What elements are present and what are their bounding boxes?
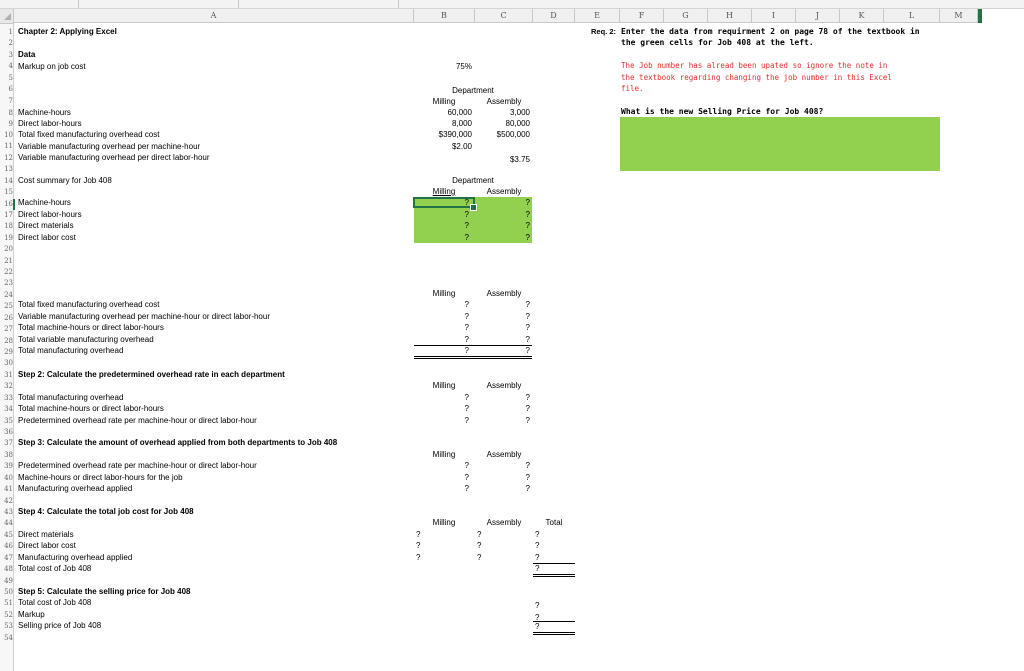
row-header[interactable]: 27 bbox=[4, 325, 13, 333]
column-header-b[interactable]: B bbox=[414, 9, 475, 23]
overhead-assembly-cell[interactable]: ? bbox=[525, 300, 530, 309]
selling-price-question: What is the new Selling Price for Job 408? bbox=[621, 107, 824, 116]
row-header[interactable]: 26 bbox=[4, 314, 13, 322]
column-header-a[interactable]: A bbox=[14, 9, 414, 23]
step2-row-label: Total machine-hours or direct labor-hours bbox=[18, 404, 164, 413]
overhead-milling-cell[interactable]: ? bbox=[464, 312, 469, 321]
step5-row-label: Total cost of Job 408 bbox=[18, 598, 92, 607]
column-resize-marker[interactable] bbox=[978, 9, 982, 23]
overhead-assembly-cell[interactable]: ? bbox=[525, 335, 530, 344]
row-header[interactable]: 11 bbox=[4, 142, 13, 150]
overhead-row-label: Variable manufacturing overhead per machine-hour or direct labor-hour bbox=[18, 312, 270, 321]
total-line bbox=[533, 632, 575, 633]
row-header[interactable]: 3 bbox=[8, 51, 13, 59]
active-row-indicator bbox=[13, 199, 15, 210]
total-double-line bbox=[414, 358, 532, 359]
step4-assembly-cell[interactable]: ? bbox=[477, 541, 482, 550]
summary-assembly-cell[interactable]: ? bbox=[525, 233, 530, 242]
column-header-j[interactable]: J bbox=[796, 9, 840, 23]
department-header: Department bbox=[452, 86, 494, 95]
overhead-milling-cell[interactable]: ? bbox=[464, 300, 469, 309]
overhead-row-label: Total manufacturing overhead bbox=[18, 346, 124, 355]
row-header[interactable]: 39 bbox=[4, 462, 13, 470]
selling-price-answer-cell[interactable] bbox=[620, 117, 940, 171]
data-row-label: Variable manufacturing overhead per direct labor-hour bbox=[18, 153, 210, 162]
step2-assembly-cell[interactable]: ? bbox=[525, 404, 530, 413]
row-header[interactable]: 42 bbox=[4, 497, 13, 505]
overhead-milling-cell[interactable]: ? bbox=[464, 335, 469, 344]
step4-milling-cell[interactable]: ? bbox=[416, 541, 421, 550]
step2-assembly-cell[interactable]: ? bbox=[525, 393, 530, 402]
summary-row-label: Direct materials bbox=[18, 221, 74, 230]
row-header[interactable]: 45 bbox=[4, 531, 13, 539]
row-header[interactable]: 28 bbox=[4, 337, 13, 345]
assembly-header: Assembly bbox=[486, 518, 522, 527]
row-header[interactable]: 31 bbox=[4, 371, 13, 379]
step4-milling-cell[interactable]: ? bbox=[416, 530, 421, 539]
row-header[interactable]: 21 bbox=[4, 257, 13, 265]
step4-title: Step 4: Calculate the total job cost for Job 408 bbox=[18, 507, 194, 516]
step3-milling-cell[interactable]: ? bbox=[464, 484, 469, 493]
row-header[interactable]: 33 bbox=[4, 394, 13, 402]
total-line bbox=[533, 574, 575, 575]
select-all-corner[interactable] bbox=[0, 9, 14, 24]
milling-header: Milling bbox=[432, 450, 456, 459]
step4-row-label: Manufacturing overhead applied bbox=[18, 553, 133, 562]
step2-milling-cell[interactable]: ? bbox=[464, 416, 469, 425]
step4-total-cell[interactable]: ? bbox=[535, 553, 540, 562]
row-header[interactable]: 24 bbox=[4, 291, 13, 299]
step4-milling-cell[interactable]: ? bbox=[416, 553, 421, 562]
row-header[interactable]: 22 bbox=[4, 268, 13, 276]
step4-row-label: Direct labor cost bbox=[18, 541, 76, 550]
step2-assembly-cell[interactable]: ? bbox=[525, 416, 530, 425]
data-row-label: Machine-hours bbox=[18, 108, 71, 117]
total-header: Total bbox=[545, 518, 563, 527]
step2-row-label: Total manufacturing overhead bbox=[18, 393, 124, 402]
column-header-e[interactable]: E bbox=[575, 9, 620, 23]
row-header[interactable]: 16 bbox=[4, 200, 13, 208]
row-header[interactable]: 35 bbox=[4, 417, 13, 425]
row-header[interactable]: 54 bbox=[4, 634, 13, 642]
step4-total-cell[interactable]: ? bbox=[535, 564, 540, 573]
row-header[interactable]: 17 bbox=[4, 211, 13, 219]
data-row-assembly[interactable]: 80,000 bbox=[505, 119, 530, 128]
row-header[interactable]: 52 bbox=[4, 611, 13, 619]
summary-row-label: Direct labor cost bbox=[18, 233, 76, 242]
formula-bar-strip bbox=[0, 0, 1024, 9]
summary-assembly-cell[interactable]: ? bbox=[525, 210, 530, 219]
row-header[interactable]: 29 bbox=[4, 348, 13, 356]
overhead-assembly-cell[interactable]: ? bbox=[525, 346, 530, 355]
chapter-title: Chapter 2: Applying Excel bbox=[18, 27, 117, 36]
summary-milling-cell[interactable]: ? bbox=[464, 233, 469, 242]
step2-row-label: Predetermined overhead rate per machine-hour or direct labor-hour bbox=[18, 416, 257, 425]
summary-assembly-cell[interactable]: ? bbox=[525, 198, 530, 207]
row-header[interactable]: 50 bbox=[4, 588, 13, 596]
step4-row-label: Direct materials bbox=[18, 530, 74, 539]
data-row-label: Direct labor-hours bbox=[18, 119, 82, 128]
step3-title: Step 3: Calculate the amount of overhead applied from both departments to Job 408 bbox=[18, 438, 338, 447]
step5-row-label: Selling price of Job 408 bbox=[18, 621, 102, 630]
step5-title: Step 5: Calculate the selling price for Job 408 bbox=[18, 587, 191, 596]
step2-title: Step 2: Calculate the predetermined overhead rate in each department bbox=[18, 370, 285, 379]
total-line bbox=[414, 356, 532, 357]
row-header[interactable]: 41 bbox=[4, 485, 13, 493]
column-header-c[interactable]: C bbox=[475, 9, 533, 23]
row-header[interactable]: 19 bbox=[4, 234, 13, 242]
row-header[interactable]: 49 bbox=[4, 577, 13, 585]
markup-label: Markup on job cost bbox=[18, 62, 86, 71]
data-row-assembly[interactable]: $3.75 bbox=[509, 155, 530, 164]
summary-row-label: Direct labor-hours bbox=[18, 210, 82, 219]
step5-value-cell[interactable]: ? bbox=[535, 613, 540, 622]
row-header[interactable]: 1 bbox=[8, 28, 13, 36]
summary-milling-cell[interactable]: ? bbox=[464, 221, 469, 230]
row-header[interactable]: 34 bbox=[4, 405, 13, 413]
row-header[interactable]: 43 bbox=[4, 508, 13, 516]
milling-header: Milling bbox=[432, 97, 456, 106]
row-header[interactable]: 15 bbox=[4, 188, 13, 196]
overhead-assembly-cell[interactable]: ? bbox=[525, 323, 530, 332]
row-header[interactable]: 6 bbox=[8, 85, 13, 93]
data-row-assembly[interactable]: $500,000 bbox=[496, 130, 530, 139]
step3-milling-cell[interactable]: ? bbox=[464, 461, 469, 470]
milling-header: Milling bbox=[432, 187, 456, 196]
row-header[interactable]: 4 bbox=[8, 62, 13, 70]
column-header-m[interactable]: M bbox=[940, 9, 978, 23]
milling-header: Milling bbox=[432, 289, 456, 298]
markup-value[interactable]: 75% bbox=[455, 62, 472, 71]
step3-assembly-cell[interactable]: ? bbox=[525, 461, 530, 470]
assembly-header: Assembly bbox=[486, 381, 522, 390]
column-header-i[interactable]: I bbox=[752, 9, 796, 23]
column-header-l[interactable]: L bbox=[884, 9, 940, 23]
column-header-d[interactable]: D bbox=[533, 9, 575, 23]
overhead-row-label: Total fixed manufacturing overhead cost bbox=[18, 300, 160, 309]
row-header[interactable]: 47 bbox=[4, 554, 13, 562]
assembly-header: Assembly bbox=[486, 187, 522, 196]
row-header[interactable]: 5 bbox=[8, 74, 13, 82]
row-header[interactable]: 46 bbox=[4, 542, 13, 550]
step5-row-label: Markup bbox=[18, 610, 45, 619]
row-header[interactable]: 8 bbox=[8, 109, 13, 117]
row-header[interactable]: 48 bbox=[4, 565, 13, 573]
milling-header: Milling bbox=[432, 518, 456, 527]
column-header-k[interactable]: K bbox=[840, 9, 884, 23]
overhead-milling-cell[interactable]: ? bbox=[464, 346, 469, 355]
step4-total-cell[interactable]: ? bbox=[535, 541, 540, 550]
assembly-header: Assembly bbox=[486, 450, 522, 459]
total-double-line bbox=[533, 576, 575, 577]
data-row-milling[interactable]: 60,000 bbox=[447, 108, 472, 117]
row-header[interactable]: 40 bbox=[4, 474, 13, 482]
row-header[interactable]: 9 bbox=[8, 120, 13, 128]
data-heading: Data bbox=[18, 50, 36, 59]
step3-assembly-cell[interactable]: ? bbox=[525, 473, 530, 482]
department-header: Department bbox=[452, 176, 494, 185]
column-header-h[interactable]: H bbox=[708, 9, 752, 23]
step2-milling-cell[interactable]: ? bbox=[464, 404, 469, 413]
summary-assembly-cell[interactable]: ? bbox=[525, 221, 530, 230]
overhead-assembly-cell[interactable]: ? bbox=[525, 312, 530, 321]
row-header[interactable]: 38 bbox=[4, 451, 13, 459]
data-row-milling[interactable]: 8,000 bbox=[451, 119, 472, 128]
row-header[interactable]: 36 bbox=[4, 428, 13, 436]
row-header[interactable]: 25 bbox=[4, 302, 13, 310]
note-line3: file. bbox=[621, 84, 644, 93]
overhead-row-label: Total variable manufacturing overhead bbox=[18, 335, 154, 344]
row-header[interactable]: 44 bbox=[4, 519, 13, 527]
summary-row-label: Machine-hours bbox=[18, 198, 71, 207]
data-row-assembly[interactable]: 3,000 bbox=[509, 108, 530, 117]
step2-milling-cell[interactable]: ? bbox=[464, 393, 469, 402]
row-header[interactable]: 18 bbox=[4, 222, 13, 230]
req-label: Req. 2: bbox=[591, 27, 617, 36]
step4-assembly-cell[interactable]: ? bbox=[477, 530, 482, 539]
summary-milling-cell[interactable]: ? bbox=[464, 210, 469, 219]
step4-total-cell[interactable]: ? bbox=[535, 530, 540, 539]
data-row-label: Total fixed manufacturing overhead cost bbox=[18, 130, 160, 139]
step3-row-label: Predetermined overhead rate per machine-hour or direct labor-hour bbox=[18, 461, 257, 470]
column-header-g[interactable]: G bbox=[664, 9, 708, 23]
summary-milling-cell[interactable]: ? bbox=[464, 198, 469, 207]
cost-summary-title: Cost summary for Job 408 bbox=[18, 176, 112, 185]
step4-assembly-cell[interactable]: ? bbox=[477, 553, 482, 562]
milling-header: Milling bbox=[432, 381, 456, 390]
step5-value-cell[interactable]: ? bbox=[535, 601, 540, 610]
assembly-header: Assembly bbox=[486, 97, 522, 106]
overhead-milling-cell[interactable]: ? bbox=[464, 323, 469, 332]
row-headers bbox=[0, 24, 14, 671]
row-header[interactable]: 10 bbox=[4, 131, 13, 139]
data-row-label: Variable manufacturing overhead per machine-hour bbox=[18, 142, 201, 151]
row-header[interactable]: 20 bbox=[4, 245, 13, 253]
assembly-header: Assembly bbox=[486, 289, 522, 298]
row-header[interactable]: 32 bbox=[4, 382, 13, 390]
row-header[interactable]: 14 bbox=[4, 177, 13, 185]
row-header[interactable]: 30 bbox=[4, 359, 13, 367]
step4-row-label: Total cost of Job 408 bbox=[18, 564, 92, 573]
row-header[interactable]: 7 bbox=[8, 97, 13, 105]
row-header[interactable]: 13 bbox=[4, 165, 13, 173]
step3-row-label: Manufacturing overhead applied bbox=[18, 484, 133, 493]
row-header[interactable]: 2 bbox=[8, 39, 13, 47]
data-row-milling[interactable]: $390,000 bbox=[438, 130, 472, 139]
note-line2: the textbook regarding changing the job number in this Excel bbox=[621, 73, 892, 82]
row-header[interactable]: 37 bbox=[4, 439, 13, 447]
note-line1: The Job number has alread been upated so ignore the note in bbox=[621, 61, 888, 70]
step3-row-label: Machine-hours or direct labor-hours for the job bbox=[18, 473, 183, 482]
data-row-milling[interactable]: $2.00 bbox=[451, 142, 472, 151]
step5-value-cell[interactable]: ? bbox=[535, 622, 540, 631]
overhead-row-label: Total machine-hours or direct labor-hours bbox=[18, 323, 164, 332]
column-header-f[interactable]: F bbox=[620, 9, 664, 23]
row-header[interactable]: 51 bbox=[4, 599, 13, 607]
step3-milling-cell[interactable]: ? bbox=[464, 473, 469, 482]
step3-assembly-cell[interactable]: ? bbox=[525, 484, 530, 493]
row-header[interactable]: 23 bbox=[4, 279, 13, 287]
req-instruction-line2: the green cells for Job 408 at the left. bbox=[621, 38, 814, 47]
req-instruction-line1: Enter the data from requirment 2 on page 78 of the textbook in bbox=[621, 27, 920, 36]
row-header[interactable]: 53 bbox=[4, 622, 13, 630]
row-header[interactable]: 12 bbox=[4, 154, 13, 162]
total-double-line bbox=[533, 634, 575, 635]
